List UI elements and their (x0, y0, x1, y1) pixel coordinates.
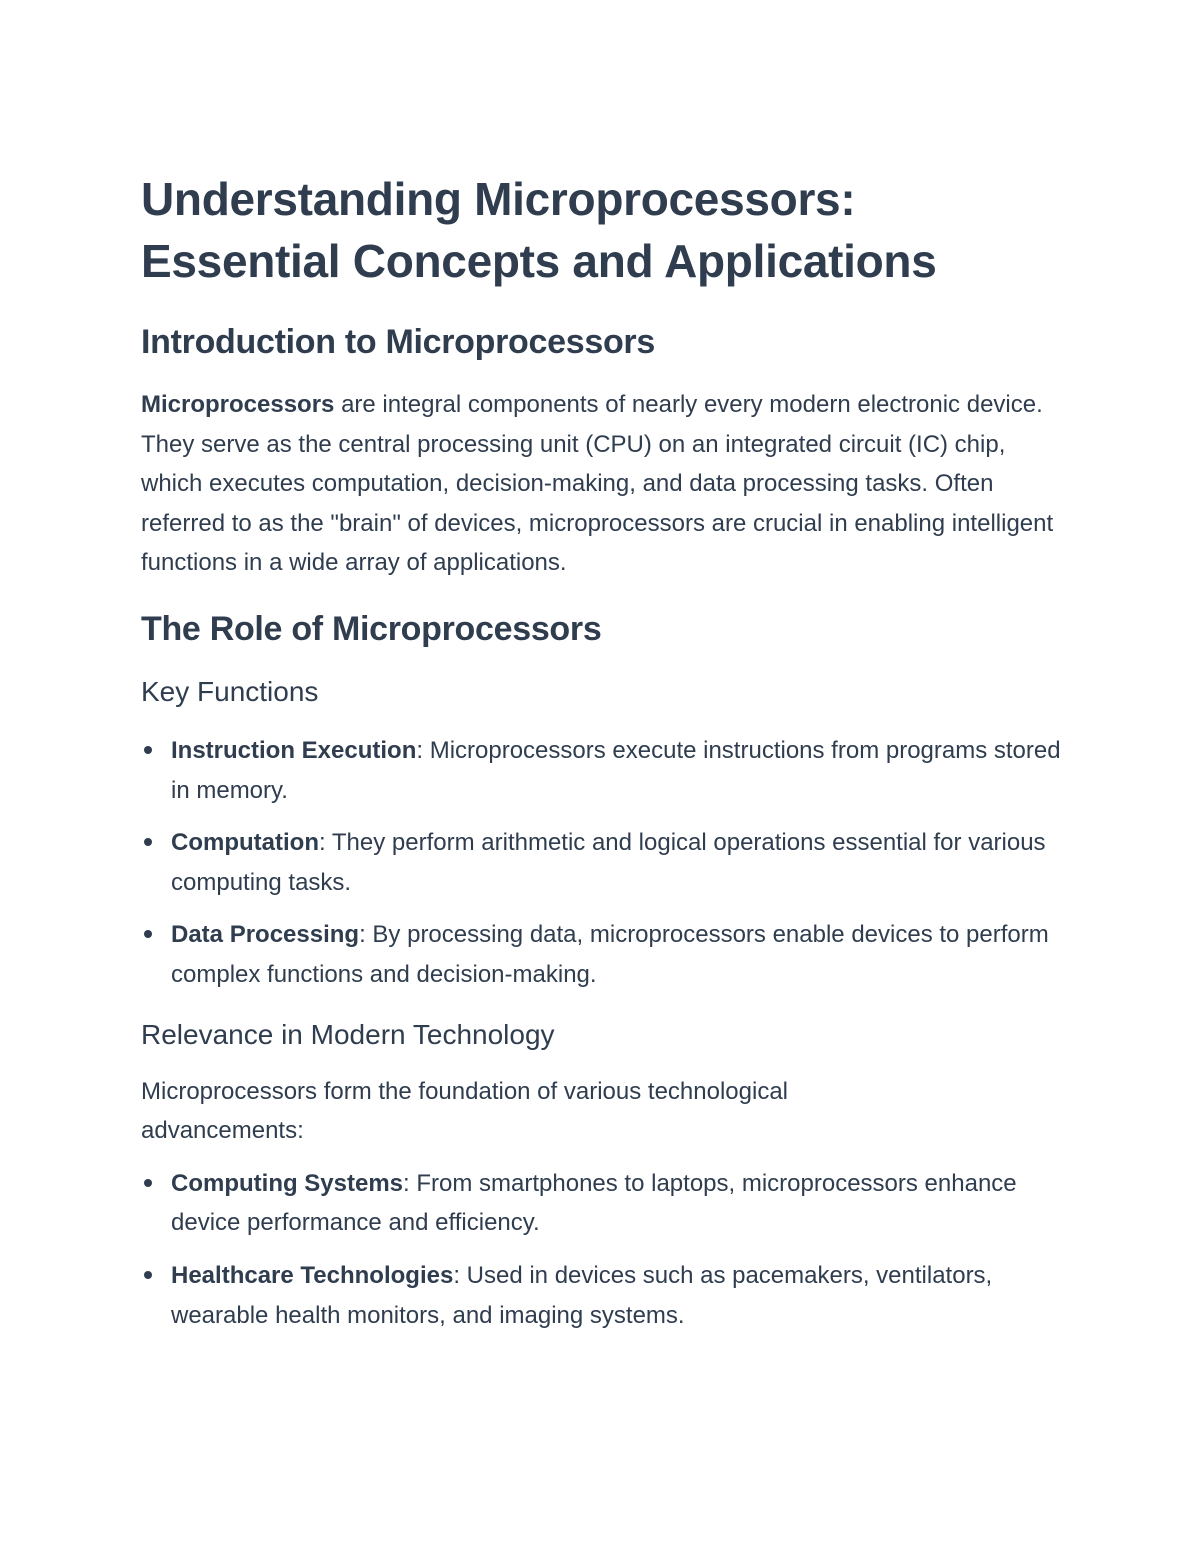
list-item-term: Data Processing (171, 921, 360, 949)
document-title (141, 168, 1021, 292)
list-item (141, 823, 1061, 902)
list-item-term: Computation (171, 829, 319, 857)
relevance-heading: Relevance in Modern Technology (141, 1018, 555, 1050)
document-page (141, 168, 1061, 1335)
list-item (141, 1164, 1061, 1243)
intro-paragraph (141, 385, 1061, 583)
list-item (141, 915, 1061, 994)
list-item-desc: : By processing data, microprocessors enable devices to perform complex functions and decision-making. (171, 921, 1049, 988)
bullet-dot-icon (144, 1179, 152, 1187)
relevance-intro: Microprocessors form the foundation of various technological advancements: (141, 1077, 788, 1145)
key-functions-list (141, 731, 1061, 995)
role-heading: The Role of Microprocessors (141, 609, 602, 648)
intro-lead-term: Microprocessors (141, 391, 335, 418)
bullet-dot-icon (144, 1271, 152, 1279)
intro-text: are integral components of nearly every modern electronic device. They serve as the central processing unit (CPU) on an integrated circuit (IC) chip, which executes computation, decision-making, and data processing tasks. Often referred to as the "brain" of devices, microprocessors are crucial in enabling intelligent functions in a wide array of applications. (141, 391, 1054, 577)
list-item-desc: : They perform arithmetic and logical operations essential for various computing tasks. (171, 829, 1046, 896)
list-item (141, 1256, 1061, 1335)
list-item-desc: : From smartphones to laptops, microprocessors enhance device performance and efficiency. (171, 1169, 1017, 1237)
list-item (141, 731, 1061, 810)
title-line-2: Essential Concepts and Applications (141, 235, 937, 287)
key-functions-heading: Key Functions (141, 675, 319, 707)
list-item-desc: : Microprocessors execute instructions from programs stored in memory. (171, 736, 1061, 804)
bullet-dot-icon (144, 746, 152, 754)
relevance-list (141, 1164, 1061, 1335)
list-item-term: Computing Systems (171, 1169, 404, 1197)
bullet-dot-icon (144, 930, 152, 938)
intro-heading: Introduction to Microprocessors (141, 323, 655, 361)
list-item-desc: : Used in devices such as pacemakers, ventilators, wearable health monitors, and imaging systems. (171, 1261, 993, 1329)
bullet-dot-icon (144, 838, 152, 846)
title-line-1: Understanding Microprocessors: (141, 173, 856, 225)
list-item-term: Instruction Execution (171, 736, 417, 764)
list-item-term: Healthcare Technologies (171, 1261, 454, 1289)
